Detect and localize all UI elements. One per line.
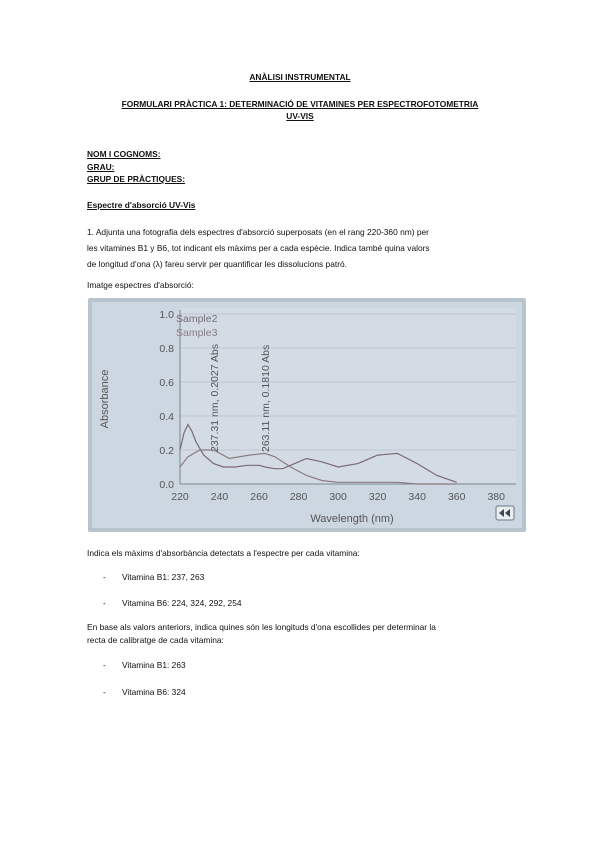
image-caption: Imatge espectres d'absorció: [87, 280, 194, 290]
spectrum-screen [92, 302, 522, 528]
degree-label: GRAU: [87, 162, 115, 172]
bullet-marker: - [103, 687, 106, 697]
y-axis-label: Absorbance [99, 369, 111, 429]
choice-question-line2: recta de calibratge de cada vitamina: [87, 635, 224, 645]
y-tick-label: 0.8 [159, 343, 174, 355]
group-label: GRUP DE PRÀCTIQUES: [87, 174, 186, 184]
bullet-marker: - [103, 598, 106, 608]
bullet-marker: - [103, 572, 106, 582]
x-tick-label: 320 [368, 491, 387, 503]
choice-b6: Vitamina B6: 324 [122, 687, 186, 697]
absorption-spectrum-chart [92, 302, 522, 528]
section-heading: Espectre d'absorció UV-Vis [87, 200, 196, 210]
x-tick-label: 340 [408, 491, 426, 503]
maxima-b6: Vitamina B6: 224, 324, 292, 254 [122, 598, 242, 608]
x-axis-label: Wavelength (nm) [310, 513, 394, 525]
choice-question-line1: En base als valors anteriors, indica quines són les longituds d'ona escollides per determinar la [87, 622, 436, 632]
legend-entry: Sample3 [176, 327, 218, 339]
y-tick-label: 0.2 [159, 445, 174, 457]
page-title: ANÀLISI INSTRUMENTAL [249, 72, 351, 82]
y-tick-label: 0.6 [159, 377, 174, 389]
question-1-line3: de longitud d'ona (λ) fareu servir per quantificar les dissolucions patró. [87, 259, 347, 269]
practice-title-line2: UV-VIS [286, 111, 314, 121]
y-tick-label: 1.0 [159, 309, 174, 321]
plot-area [180, 308, 516, 484]
y-tick-label: 0.0 [159, 479, 174, 491]
peak-annotation: 237.31 nm, 0.2027 Abs [209, 344, 222, 452]
x-tick-label: 280 [289, 491, 308, 503]
x-tick-label: 260 [250, 491, 268, 503]
question-1-line2: les vitamines B1 y B6, tot indicant els màxims per a cada espècie. Indica també quina valors [87, 243, 430, 253]
practice-title-line1: FORMULARI PRÀCTICA 1: DETERMINACIÓ DE VITAMINES PER ESPECTROFOTOMETRIA [121, 99, 479, 109]
maxima-b1: Vitamina B1: 237, 263 [122, 572, 205, 582]
x-tick-label: 360 [447, 491, 466, 503]
x-tick-label: 300 [329, 491, 347, 503]
choice-b1: Vitamina B1: 263 [122, 660, 186, 670]
name-label: NOM I COGNOMS: [87, 149, 161, 159]
x-tick-label: 220 [171, 491, 189, 503]
y-tick-label: 0.4 [159, 411, 174, 423]
legend-entry: Sample2 [176, 313, 218, 325]
spectrum-photo [88, 298, 526, 532]
bullet-marker: - [103, 660, 106, 670]
maxima-question: Indica els màxims d'absorbància detectats a l'espectre per cada vitamina: [87, 548, 360, 558]
x-tick-label: 240 [210, 491, 229, 503]
question-1-line1: 1. Adjunta una fotografia dels espectres d'absorció superposats (en el rang 220-360 nm) per [87, 227, 429, 237]
peak-annotation: 263.11 nm, 0.1810 Abs [260, 344, 273, 452]
x-tick-label: 380 [487, 491, 506, 503]
